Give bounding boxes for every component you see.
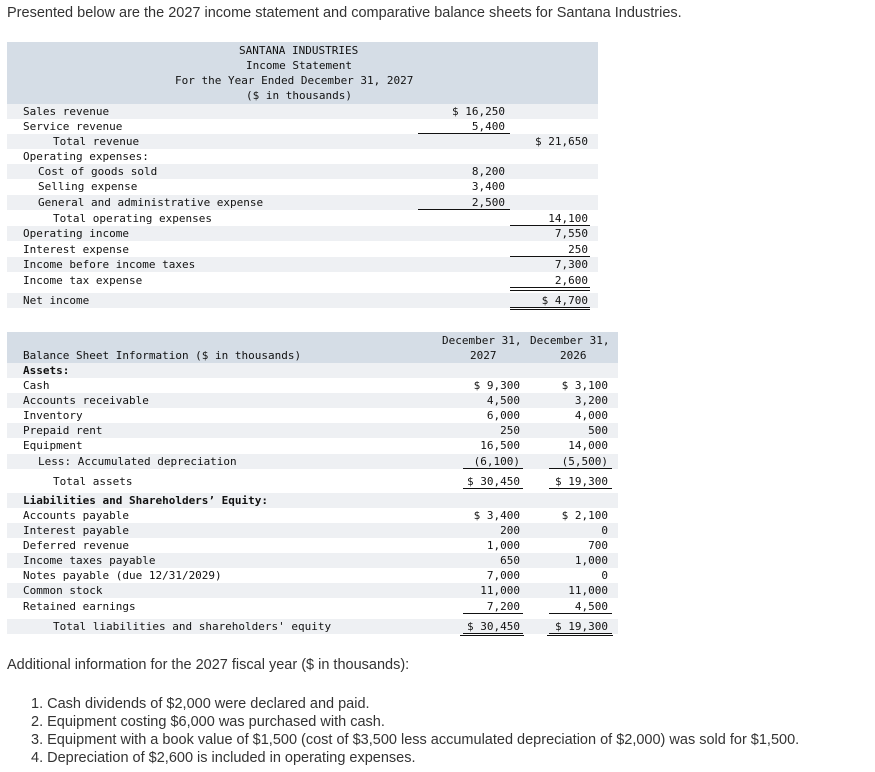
underline	[510, 307, 590, 308]
bs-row-label: Equipment	[23, 439, 83, 452]
is-row-value-col1	[418, 273, 505, 288]
underline	[549, 633, 612, 634]
is-row-value-col2	[510, 195, 588, 210]
bs-row-value-2026: 0	[601, 569, 608, 582]
bs-row-value-2027: 250	[500, 424, 520, 437]
bs-row-value-2027: 7,200	[486, 600, 520, 613]
is-row-value-col2	[510, 119, 588, 134]
double-underline	[510, 309, 590, 310]
bs-row-value-2027	[443, 493, 520, 508]
statement-period: For the Year Ended December 31, 2027	[175, 74, 414, 87]
col-2026-year: 2026	[560, 349, 587, 362]
bs-row-value-2026: (5,500)	[561, 455, 608, 468]
is-row-label: Sales revenue	[23, 105, 110, 118]
bs-row-value-2026: $ 19,300	[555, 475, 608, 488]
is-row-value-col1	[418, 226, 505, 241]
bs-row-value-2026: $ 2,100	[561, 509, 608, 522]
bs-row-value-2026: 0	[601, 524, 608, 537]
overline	[510, 290, 590, 291]
bs-row-value-2027: $ 9,300	[473, 379, 520, 392]
is-row-value-col2	[510, 149, 588, 164]
is-row-label: General and administrative expense	[38, 196, 264, 209]
is-row-value-col1: 3,400	[471, 180, 505, 193]
bs-row-value-2026: 11,000	[568, 584, 608, 597]
bs-row-value-2027	[443, 363, 520, 378]
bs-row-label: Retained earnings	[23, 600, 136, 613]
is-row-value-col1	[418, 134, 505, 149]
is-row-value-col2: 2,600	[554, 274, 588, 287]
is-row-label: Operating expenses:	[23, 150, 149, 163]
bs-row-value-2027: 7,000	[486, 569, 520, 582]
bs-row-value-2026: 4,500	[574, 600, 608, 613]
bs-row-label: Accounts receivable	[23, 394, 149, 407]
additional-item: 2. Equipment costing $6,000 was purchased with cash.	[31, 714, 385, 730]
additional-item: 1. Cash dividends of $2,000 were declared and paid.	[31, 696, 370, 712]
is-row-value-col1: 2,500	[471, 196, 505, 209]
bs-row-label: Inventory	[23, 409, 83, 422]
underline	[463, 613, 523, 614]
col-2027-year: 2027	[470, 349, 497, 362]
is-row-label: Total operating expenses	[53, 212, 212, 225]
is-row-label: Selling expense	[38, 180, 138, 193]
is-row-label: Cost of goods sold	[38, 165, 158, 178]
underline	[549, 613, 612, 614]
is-row-value-col1	[418, 211, 505, 226]
bs-row-value-2026: 4,000	[574, 409, 608, 422]
bs-row-value-2027: 11,000	[480, 584, 520, 597]
row-band	[7, 363, 618, 378]
is-row-label: Net income	[23, 294, 90, 307]
additional-info-heading: Additional information for the 2027 fiscal year ($ in thousands):	[7, 657, 410, 673]
is-row-value-col2: 14,100	[548, 212, 588, 225]
underline	[549, 468, 612, 469]
balance-sheet-heading: Balance Sheet Information ($ in thousands)	[23, 349, 302, 362]
is-row-value-col1	[418, 293, 505, 308]
bs-row-value-2026: 700	[588, 539, 608, 552]
bs-row-label: Cash	[23, 379, 50, 392]
bs-row-value-2026	[531, 493, 608, 508]
is-row-label: Income tax expense	[23, 274, 143, 287]
bs-row-value-2026: $ 3,100	[561, 379, 608, 392]
bs-row-value-2026: $ 19,300	[555, 620, 608, 633]
is-row-label: Total revenue	[53, 135, 140, 148]
is-row-label: Operating income	[23, 227, 129, 240]
additional-item: 3. Equipment with a book value of $1,500 (cost of $3,500 less accumulated depreciation of $2,000) was sold for $1,500.	[31, 732, 800, 748]
statement-title: Income Statement	[246, 59, 352, 72]
is-row-label: Service revenue	[23, 120, 123, 133]
is-row-label: Interest expense	[23, 243, 129, 256]
bs-row-value-2026: 3,200	[574, 394, 608, 407]
statement-units: ($ in thousands)	[246, 89, 352, 102]
bs-row-value-2027: $ 3,400	[473, 509, 520, 522]
bs-row-value-2027: 1,000	[486, 539, 520, 552]
is-row-value-col2: 7,550	[554, 227, 588, 240]
underline	[463, 468, 523, 469]
bs-row-label: Notes payable (due 12/31/2029)	[23, 569, 222, 582]
bs-row-value-2027: $ 30,450	[467, 475, 520, 488]
bs-row-value-2027: 4,500	[486, 394, 520, 407]
bs-row-value-2026: 500	[588, 424, 608, 437]
bs-row-label: Interest payable	[23, 524, 129, 537]
double-underline	[547, 635, 613, 636]
bs-row-label: Common stock	[23, 584, 103, 597]
is-row-value-col2: 7,300	[554, 258, 588, 271]
underline	[510, 287, 590, 288]
is-row-value-col1	[418, 149, 505, 164]
is-row-value-col1: 8,200	[471, 165, 505, 178]
company-name: SANTANA INDUSTRIES	[239, 44, 359, 57]
bs-row-value-2026: 14,000	[568, 439, 608, 452]
bs-row-label: Liabilities and Shareholders’ Equity:	[23, 494, 269, 507]
intro-text: Presented below are the 2027 income statement and comparative balance sheets for Santana Industries.	[7, 5, 682, 21]
underline	[549, 488, 612, 489]
bs-row-label: Less: Accumulated depreciation	[38, 455, 237, 468]
underline	[463, 488, 523, 489]
is-row-value-col2	[510, 104, 588, 119]
is-row-value-col1: 5,400	[471, 120, 505, 133]
is-row-value-col2: $ 4,700	[541, 294, 588, 307]
col-2026-heading: December 31,	[530, 334, 610, 347]
bs-row-label: Prepaid rent	[23, 424, 103, 437]
is-row-value-col1	[418, 242, 505, 257]
underline	[463, 633, 523, 634]
is-row-label: Income before income taxes	[23, 258, 196, 271]
bs-row-label: Income taxes payable	[23, 554, 156, 567]
underline	[418, 209, 510, 210]
additional-item: 4. Depreciation of $2,600 is included in operating expenses.	[31, 750, 416, 766]
is-row-value-col2: $ 21,650	[535, 135, 588, 148]
bs-row-label: Accounts payable	[23, 509, 129, 522]
bs-row-value-2026: 1,000	[574, 554, 608, 567]
bs-row-value-2027: $ 30,450	[467, 620, 520, 633]
is-row-value-col1	[418, 257, 505, 272]
is-row-value-col2	[510, 164, 588, 179]
bs-row-value-2027: 650	[500, 554, 520, 567]
bs-row-value-2027: 16,500	[480, 439, 520, 452]
bs-row-value-2027: 6,000	[486, 409, 520, 422]
bs-row-label: Total liabilities and shareholders' equity	[53, 620, 332, 633]
is-row-value-col2	[510, 179, 588, 194]
bs-row-value-2026	[531, 363, 608, 378]
is-row-value-col2: 250	[568, 243, 588, 256]
is-row-value-col1: $ 16,250	[452, 105, 505, 118]
bs-row-value-2027: 200	[500, 524, 520, 537]
bs-row-label: Assets:	[23, 364, 70, 377]
bs-row-label: Deferred revenue	[23, 539, 129, 552]
col-2027-heading: December 31,	[442, 334, 522, 347]
double-underline	[460, 635, 524, 636]
bs-row-label: Total assets	[53, 475, 133, 488]
bs-row-value-2027: (6,100)	[473, 455, 520, 468]
